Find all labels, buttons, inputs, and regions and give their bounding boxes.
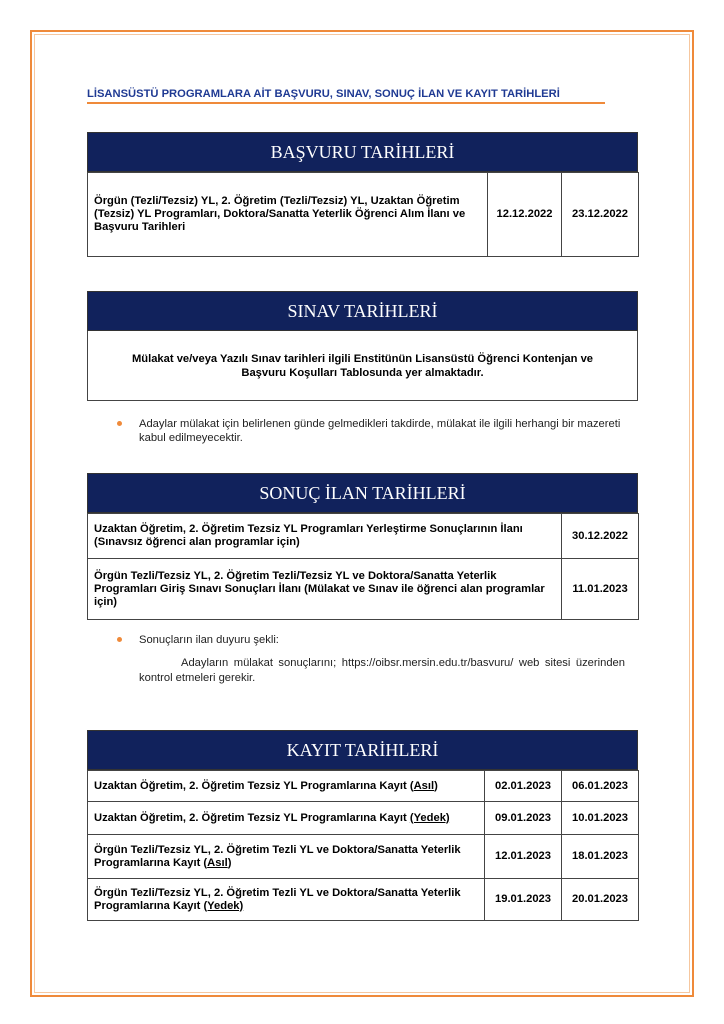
sinav-section: [87, 291, 638, 401]
table-row: [88, 879, 639, 921]
sonuc-paragraph: Adayların mülakat sonuçlarını; https://oibsr.mersin.edu.tr/basvuru/ web sitesi üzerinden kontrol etmeleri gerekir.: [139, 657, 625, 684]
kayit-desc: [88, 771, 485, 802]
sonuc-desc: Örgün Tezli/Tezsiz YL, 2. Öğretim Tezli/Tezsiz YL ve Doktora/Sanatta Yeterlik Programları Giriş Sınavı Sonuçları İlanı (Mülakat ve Sınav ile öğrenci alan programlar için): [88, 559, 562, 620]
kayit-desc: [88, 879, 485, 921]
sonuc-date: 11.01.2023: [562, 559, 639, 620]
kayit-end-date: 06.01.2023: [562, 771, 639, 802]
kayit-desc-text: Uzaktan Öğretim, 2. Öğretim Tezsiz YL Programlarına Kayıt: [94, 811, 410, 824]
bullet-icon: [117, 421, 122, 426]
kayit-desc: [88, 835, 485, 879]
basvuru-desc: Örgün (Tezli/Tezsiz) YL, 2. Öğretim (Tezli/Tezsiz) YL, Uzaktan Öğretim (Tezsiz) YL Programları, Doktora/Sanatta Yeterlik Öğrenci Alım İlanı ve Başvuru Tarihleri: [88, 173, 488, 257]
kayit-type-tag: Asıl: [207, 856, 228, 869]
kayit-desc-close: ): [227, 856, 232, 869]
basvuru-section: [87, 132, 638, 257]
basvuru-table: [87, 172, 639, 257]
table-row: [88, 173, 639, 257]
sonuc-table: [87, 513, 639, 620]
table-row: [88, 514, 639, 559]
sonuc-date: 30.12.2022: [562, 514, 639, 559]
sonuc-section: [87, 473, 638, 620]
table-row: [88, 802, 639, 835]
basvuru-end-date: 23.12.2022: [562, 173, 639, 257]
sinav-bullet-text: Adaylar mülakat için belirlenen günde gelmedikleri takdirde, mülakat ile ilgili herhangi bir mazereti kabul edilmeyecektir.: [139, 418, 621, 444]
sonuc-header: SONUÇ İLAN TARİHLERİ: [87, 473, 638, 513]
sonuc-bullet: [117, 633, 625, 647]
sonuc-bullet-text: Sonuçların ilan duyuru şekli:: [139, 634, 279, 646]
kayit-table: [87, 770, 639, 921]
kayit-desc: [88, 802, 485, 835]
sinav-bullet: [117, 417, 625, 445]
document-title: LİSANSÜSTÜ PROGRAMLARA AİT BAŞVURU, SINAV, SONUÇ İLAN VE KAYIT TARİHLERİ: [87, 88, 605, 104]
basvuru-start-date: 12.12.2022: [488, 173, 562, 257]
kayit-start-date: 09.01.2023: [485, 802, 562, 835]
basvuru-header: BAŞVURU TARİHLERİ: [87, 132, 638, 172]
kayit-desc-close: ): [434, 779, 438, 792]
kayit-start-date: 19.01.2023: [485, 879, 562, 921]
kayit-end-date: 20.01.2023: [562, 879, 639, 921]
kayit-section: [87, 730, 638, 921]
kayit-desc-text: Örgün Tezli/Tezsiz YL, 2. Öğretim Tezli YL ve Doktora/Sanatta Yeterlik Programlarına Kayıt (: [94, 843, 461, 869]
kayit-type-tag: (Yedek): [203, 899, 244, 912]
kayit-end-date: 18.01.2023: [562, 835, 639, 879]
sonuc-desc: Uzaktan Öğretim, 2. Öğretim Tezsiz YL Programları Yerleştirme Sonuçlarının İlanı (Sınavsız öğrenci alan programlar için): [88, 514, 562, 559]
sinav-header: SINAV TARİHLERİ: [87, 291, 638, 331]
kayit-start-date: 02.01.2023: [485, 771, 562, 802]
kayit-desc-text: Uzaktan Öğretim, 2. Öğretim Tezsiz YL Programlarına Kayıt (: [94, 779, 414, 792]
table-row: [88, 559, 639, 620]
table-row: [88, 771, 639, 802]
kayit-type-tag: (Yedek): [409, 811, 450, 824]
kayit-desc-text: Örgün Tezli/Tezsiz YL, 2. Öğretim Tezli YL ve Doktora/Sanatta Yeterlik Programlarına Kayıt: [94, 886, 461, 912]
kayit-header: KAYIT TARİHLERİ: [87, 730, 638, 770]
kayit-end-date: 10.01.2023: [562, 802, 639, 835]
kayit-type-tag: Asıl: [413, 779, 435, 792]
kayit-start-date: 12.01.2023: [485, 835, 562, 879]
sinav-note: Mülakat ve/veya Yazılı Sınav tarihleri ilgili Enstitünün Lisansüstü Öğrenci Kontenjan ve Başvuru Koşulları Tablosunda yer almaktadır.: [87, 331, 638, 401]
table-row: [88, 835, 639, 879]
bullet-icon: [117, 637, 122, 642]
